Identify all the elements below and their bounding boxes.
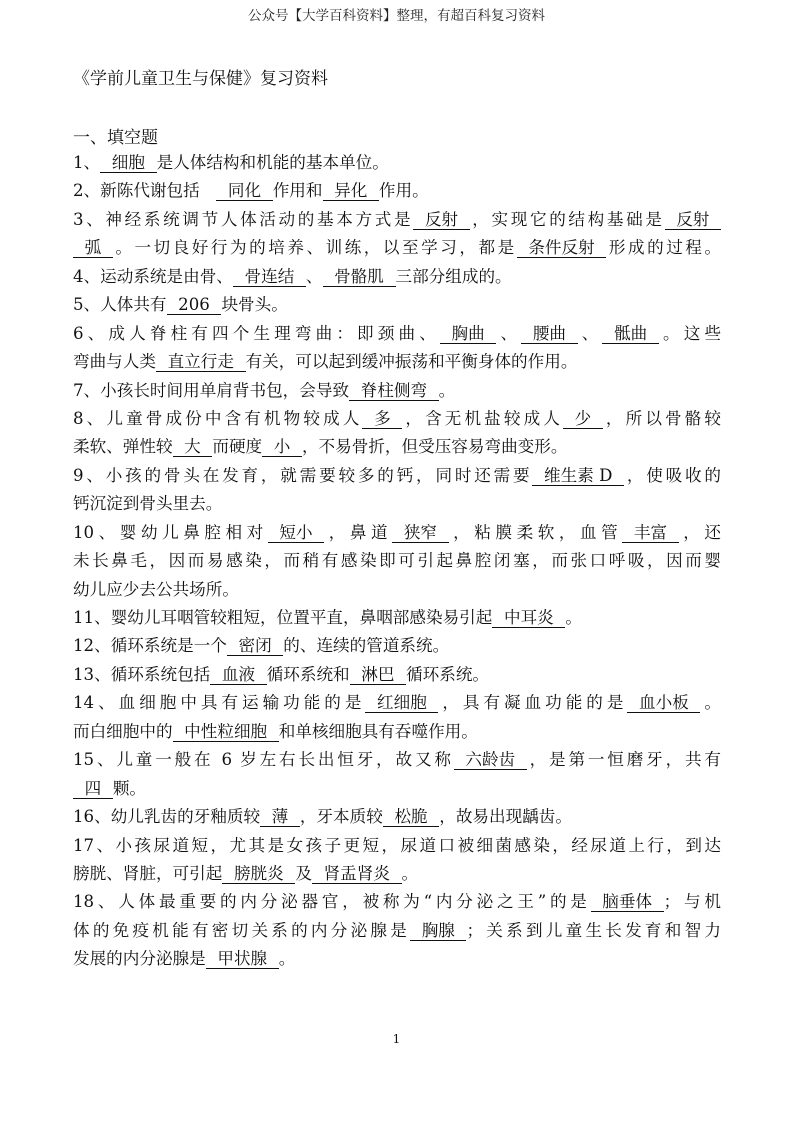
question-text: 块骨头。 — [221, 295, 288, 315]
answer-blank: 短小 — [268, 523, 324, 543]
question-text: 16、幼儿乳齿的牙釉质较 — [73, 807, 261, 827]
text-line — [73, 634, 721, 662]
answer-blank: 膀胱炎 — [222, 864, 295, 884]
question-text: 。 — [700, 693, 721, 713]
answer-blank: 四 — [73, 779, 113, 799]
answer-blank: 维生素 D — [532, 466, 624, 486]
question-text: 17、小孩尿道短，尤其是女孩子更短，尿道口被细菌感染，经尿道上行，到达 — [73, 835, 721, 855]
question-text: ，含无机盐较成人 — [402, 408, 563, 428]
section-heading: 一、填空题 — [73, 128, 158, 148]
question-text: 循环系统。 — [406, 664, 490, 684]
answer-blank: 反射 — [413, 210, 469, 230]
page-number: 1 — [392, 1032, 401, 1046]
text-line — [73, 805, 721, 833]
text-line — [73, 179, 721, 207]
text-line — [73, 606, 721, 634]
text-line — [73, 720, 721, 748]
question-text: 9、小孩的骨头在发育，就需要较多的钙，同时还需要 — [73, 465, 533, 485]
answer-blank: 中性粒细胞 — [173, 722, 279, 742]
question-text: 7、小孩长时间用单肩背书包，会导致 — [73, 380, 350, 400]
question-text: 3、神经系统调节人体活动的基本方式是 — [73, 209, 414, 229]
question-text: 未长鼻毛，因而易感染，而稍有感染即可引起鼻腔闭塞，而张口呼吸，因而婴 — [73, 551, 721, 571]
question-text: 、 — [305, 266, 323, 286]
text-line — [73, 947, 721, 975]
answer-blank: 骨骼肌 — [323, 267, 396, 287]
answer-blank: 肾盂肾炎 — [312, 864, 402, 884]
question-text: 。这些 — [658, 323, 722, 343]
text-line — [73, 919, 721, 947]
question-text: 体的免疫机能有密切关系的内分泌腺是 — [73, 920, 411, 940]
fill-in-blank-list — [73, 151, 721, 976]
text-line — [73, 578, 721, 606]
answer-blank: 腰曲 — [521, 324, 577, 344]
text-line — [73, 151, 721, 179]
text-line — [73, 748, 721, 776]
answer-blank: 条件反射 — [517, 238, 607, 258]
text-line — [73, 435, 721, 463]
answer-blank: 反射 — [665, 210, 721, 230]
question-text: ；与机 — [663, 892, 721, 912]
question-text: 13、循环系统包括 — [73, 664, 211, 684]
question-text: 三部分组成的。 — [395, 266, 512, 286]
answer-blank: 中耳炎 — [492, 608, 565, 628]
answer-blank: 骨连结 — [233, 267, 306, 287]
answer-blank: 直立行走 — [156, 352, 246, 372]
question-text: 12、循环系统是一个 — [73, 636, 227, 656]
question-text: ，牙本质较 — [299, 807, 383, 827]
question-text: 6、成人脊柱有四个生理弯曲：即颈曲、 — [73, 323, 440, 343]
document-title: 《学前儿童卫生与保健》复习资料 — [73, 69, 328, 89]
question-text: 弯曲与人类 — [73, 352, 156, 372]
answer-blank: 大 — [173, 437, 213, 457]
answer-blank: 密闭 — [227, 636, 283, 656]
question-text: 10、婴幼儿鼻腔相对 — [73, 522, 268, 542]
answer-blank: 小 — [262, 437, 302, 457]
text-line — [73, 293, 721, 321]
question-text: 作用和 — [272, 181, 323, 201]
question-text: 和单核细胞具有吞噬作用。 — [278, 721, 478, 741]
question-text: ，实现它的结构基础是 — [469, 209, 665, 229]
question-text: 。一切良好行为的培养、训练，以至学习，都是 — [112, 238, 517, 258]
question-text: 幼儿应少去公共场所。 — [73, 579, 239, 599]
answer-blank: 206 — [167, 295, 222, 315]
question-text: ，是第一恒磨牙，共有 — [526, 750, 721, 770]
answer-blank: 血液 — [210, 665, 266, 685]
text-line — [73, 265, 721, 293]
question-text: 4、运动系统是由骨、 — [73, 266, 233, 286]
question-text: 有关，可以起到缓冲振荡和平衡身体的作用。 — [245, 352, 578, 372]
answer-blank: 甲状腺 — [206, 949, 279, 969]
answer-blank: 薄 — [260, 807, 300, 827]
answer-blank: 脑垂体 — [591, 892, 664, 912]
answer-blank: 血小板 — [627, 693, 700, 713]
text-line — [73, 350, 721, 378]
text-line — [73, 862, 721, 890]
question-text: 膀胱、肾脏，可引起 — [73, 863, 223, 883]
question-text: ，鼻道 — [324, 522, 393, 542]
text-line — [73, 663, 721, 691]
question-text: ，故易出现龋齿。 — [439, 807, 572, 827]
answer-blank: 丰富 — [622, 523, 678, 543]
question-text: ，具有凝血功能的是 — [438, 693, 628, 713]
answer-blank: 胸腺 — [410, 921, 466, 941]
answer-blank: 骶曲 — [602, 324, 658, 344]
question-text: 8、儿童骨成份中含有机物较成人 — [73, 408, 363, 428]
question-text: ，粘膜柔软，血管 — [448, 522, 623, 542]
page-header: 公众号【大学百科资料】整理，有超百科复习资料 — [248, 8, 545, 24]
answer-blank: 同化 — [216, 181, 272, 201]
question-text: 5、人体共有 — [73, 295, 167, 315]
question-text: 钙沉淀到骨头里去。 — [73, 494, 223, 514]
question-text: 、 — [577, 323, 603, 343]
answer-blank: 细胞 — [100, 153, 156, 173]
answer-blank: 弧 — [73, 238, 113, 258]
question-text: 的、连续的管道系统。 — [283, 636, 450, 656]
text-line — [73, 777, 721, 805]
question-text: 。 — [401, 863, 419, 883]
question-text: 发展的内分泌腺是 — [73, 949, 206, 969]
answer-blank: 胸曲 — [440, 324, 496, 344]
answer-blank: 六龄齿 — [454, 750, 527, 770]
question-text: 14、血细胞中具有运输功能的是 — [73, 693, 366, 713]
text-line — [73, 521, 721, 549]
answer-blank: 淋巴 — [350, 665, 406, 685]
answer-blank: 红细胞 — [365, 693, 438, 713]
question-text: 。 — [438, 380, 456, 400]
text-line — [73, 691, 721, 719]
question-text: ；关系到儿童生长发育和智力 — [466, 920, 722, 940]
answer-blank: 狭窄 — [392, 523, 448, 543]
question-text: ，使吸收的 — [624, 465, 722, 485]
question-text: 1、 — [73, 153, 101, 172]
text-line — [73, 464, 721, 492]
question-text: 15、儿童一般在 6 岁左右长出恒牙，故又称 — [73, 750, 454, 770]
text-line — [73, 208, 721, 236]
question-text: 18、人体最重要的内分泌器官，被称为“内分泌之王”的是 — [73, 892, 591, 912]
question-text: 2、新陈代谢包括 — [73, 181, 217, 201]
question-text: 是人体结构和机能的基本单位。 — [156, 153, 389, 172]
text-line — [73, 492, 721, 520]
answer-blank: 多 — [362, 409, 402, 429]
question-text: 而硬度 — [212, 437, 263, 457]
question-text: 及 — [295, 863, 312, 883]
text-line — [73, 890, 721, 918]
question-text: 。 — [565, 608, 582, 627]
answer-blank: 松脆 — [383, 807, 439, 827]
question-text: 形成的过程。 — [606, 238, 722, 258]
answer-blank: 异化 — [323, 181, 379, 201]
question-text: 11、婴幼儿耳咽管较粗短，位置平直，鼻咽部感染易引起 — [73, 608, 493, 627]
question-text: 、 — [496, 323, 522, 343]
question-text: 而白细胞中的 — [73, 721, 173, 741]
text-line — [73, 549, 721, 577]
question-text: ，还 — [678, 522, 722, 542]
text-line — [73, 322, 721, 350]
text-line — [73, 236, 721, 264]
question-text: 作用。 — [378, 181, 429, 201]
question-text: 。 — [278, 949, 296, 969]
text-line — [73, 834, 721, 862]
text-line — [73, 407, 721, 435]
question-text: 颗。 — [112, 778, 146, 798]
question-text: ，所以骨骼较 — [602, 408, 722, 428]
question-text: 柔软、弹性较 — [73, 437, 173, 457]
text-line — [73, 379, 721, 407]
question-text: ，不易骨折，但受压容易弯曲变形。 — [301, 437, 568, 457]
question-text: 循环系统和 — [266, 664, 350, 684]
answer-blank: 脊柱侧弯 — [349, 381, 439, 401]
answer-blank: 少 — [563, 409, 603, 429]
